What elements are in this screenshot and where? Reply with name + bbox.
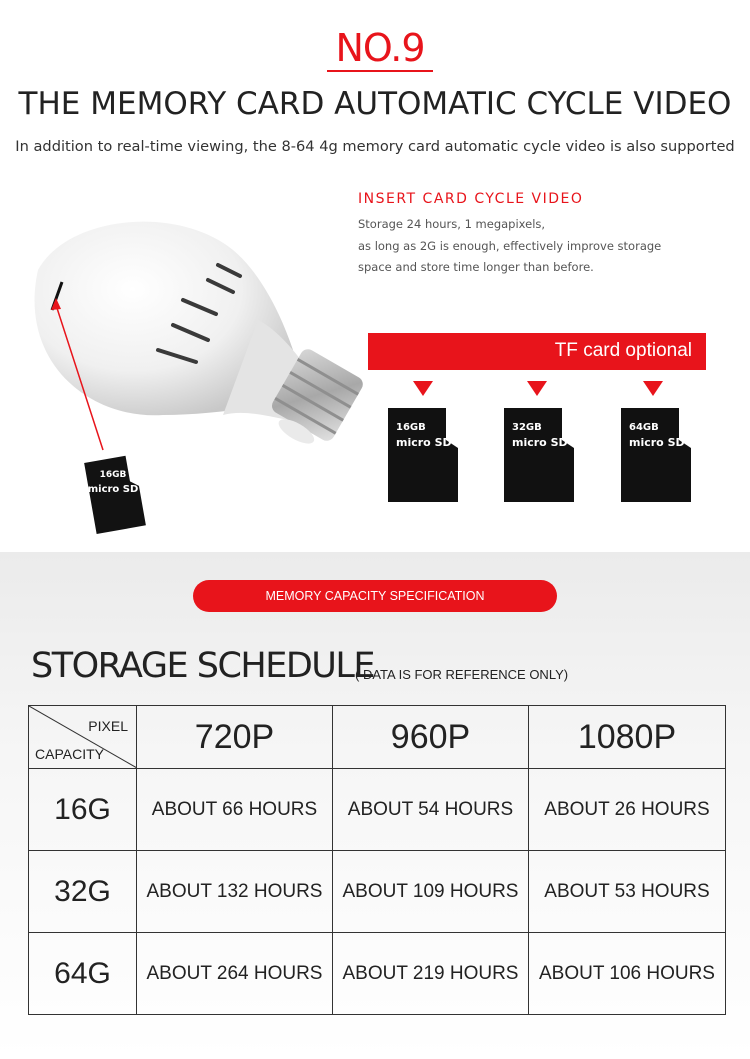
micro-sd-card-16gb-image bbox=[388, 408, 458, 502]
small-card-capacity: 16GB bbox=[99, 470, 127, 480]
small-card-brand: micro SD bbox=[87, 484, 139, 495]
table-cell: ABOUT 54 HOURS bbox=[333, 769, 529, 851]
insert-line: space and store time longer than before. bbox=[358, 260, 594, 274]
table-cell: ABOUT 53 HOURS bbox=[529, 851, 726, 933]
table-cell: ABOUT 264 HOURS bbox=[137, 933, 333, 1015]
table-cell: ABOUT 66 HOURS bbox=[137, 769, 333, 851]
card-brand: micro SD bbox=[512, 436, 568, 449]
page-subtitle: In addition to real-time viewing, the 8-64 4g memory card automatic cycle video is also supported bbox=[15, 138, 735, 155]
memory-capacity-pill: MEMORY CAPACITY SPECIFICATION bbox=[193, 580, 557, 612]
row-capacity: 16G bbox=[29, 769, 137, 851]
corner-pixel-label: PIXEL bbox=[88, 718, 128, 734]
table-cell: ABOUT 26 HOURS bbox=[529, 769, 726, 851]
row-capacity: 32G bbox=[29, 851, 137, 933]
column-header: 960P bbox=[333, 706, 529, 769]
table-header-row bbox=[29, 706, 726, 769]
insert-line: Storage 24 hours, 1 megapixels, bbox=[358, 217, 546, 231]
section-number-text: NO.9 bbox=[335, 26, 425, 70]
table-row bbox=[29, 933, 726, 1015]
card-capacity: 16GB bbox=[396, 422, 426, 433]
corner-capacity-label: CAPACITY bbox=[35, 746, 104, 762]
column-header: 720P bbox=[137, 706, 333, 769]
insert-card-title: INSERT CARD CYCLE VIDEO bbox=[358, 191, 584, 207]
arrow-down-icon bbox=[643, 381, 663, 396]
micro-sd-card-32gb-image bbox=[504, 408, 574, 502]
storage-schedule-table bbox=[28, 705, 726, 1015]
arrow-down-icon bbox=[413, 381, 433, 396]
tf-card-banner bbox=[368, 333, 706, 370]
micro-sd-card-small-image bbox=[84, 454, 142, 532]
insert-card-description bbox=[358, 214, 718, 279]
section-number bbox=[327, 26, 433, 70]
arrow-down-icon bbox=[527, 381, 547, 396]
light-bulb-camera-image bbox=[18, 210, 363, 460]
insert-line: as long as 2G is enough, effectively improve storage bbox=[358, 238, 662, 253]
storage-schedule-title: STORAGE SCHEDULE bbox=[31, 646, 375, 686]
section-number-underline bbox=[327, 70, 433, 72]
table-cell: ABOUT 106 HOURS bbox=[529, 933, 726, 1015]
page-title: THE MEMORY CARD AUTOMATIC CYCLE VIDEO bbox=[18, 86, 732, 122]
table-cell: ABOUT 219 HOURS bbox=[333, 933, 529, 1015]
table-corner-cell bbox=[29, 706, 137, 769]
storage-schedule-note: ( DATA IS FOR REFERENCE ONLY) bbox=[355, 667, 569, 682]
card-capacity: 64GB bbox=[629, 422, 659, 433]
card-brand: micro SD bbox=[396, 436, 452, 449]
table-row bbox=[29, 769, 726, 851]
row-capacity: 64G bbox=[29, 933, 137, 1015]
table-cell: ABOUT 109 HOURS bbox=[333, 851, 529, 933]
table-cell: ABOUT 132 HOURS bbox=[137, 851, 333, 933]
column-header: 1080P bbox=[529, 706, 726, 769]
tf-card-label: TF card optional bbox=[554, 340, 692, 361]
card-capacity: 32GB bbox=[512, 422, 542, 433]
table-row bbox=[29, 851, 726, 933]
card-brand: micro SD bbox=[629, 436, 685, 449]
micro-sd-card-64gb-image bbox=[621, 408, 691, 502]
